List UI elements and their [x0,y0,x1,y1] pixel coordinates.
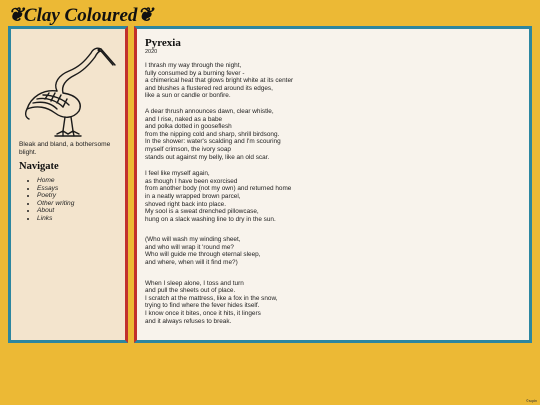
stanza [145,280,521,326]
poem-line: and where, when will it find me?) [145,259,238,267]
poem-line: I feel like myself again, [145,170,210,178]
heron-illustration [19,39,119,139]
stanza [145,108,521,161]
poem-line: a chimerical heat that glows bright white at its center [145,77,294,85]
poem-line: shoved right back into place. [145,200,226,208]
nav-item-essays[interactable] [37,185,74,193]
stanza [145,170,521,223]
poem-line: and pull the sheets out of place. [145,287,236,295]
tagline: Bleak and bland, a bothersome blight. [19,141,111,156]
poem-title: Pyrexia [145,37,181,49]
main-content [134,26,532,343]
nav-link-poetry[interactable]: Poetry [37,192,57,200]
poem-line: trying to find where the fever hides itself. [145,302,260,310]
poem-line: like a sun or candle or bonfire. [145,92,231,100]
site-title: ❦Clay Coloured❦ [8,5,154,26]
nav-item-poetry[interactable] [37,192,74,200]
nav-heading: Navigate [19,161,59,172]
stanza [145,62,521,100]
poem-line: Who will guide me through eternal sleep, [145,251,261,259]
poem-line: from another body (not my own) and returned home [145,185,292,193]
poem-line: In the shower: water's scalding and I'm scouring [145,138,281,146]
nav-link-other-writing[interactable]: Other writing [37,199,75,207]
poem-line: from the nipping cold and sharp, shrill birdsong. [145,130,280,138]
poem-line: and I rise, naked as a babe [145,115,223,123]
poem-line: stands out against my belly, like an old scar. [145,153,270,161]
poem-line: My sool is a sweat drenched pillowcase, [145,208,259,216]
poem-line: and who will wrap it 'round me? [145,243,234,251]
sidebar [8,26,128,343]
poem-line: and polka dotted in gooseflesh [145,123,232,131]
nav-item-links[interactable] [37,215,74,223]
nav-link-links[interactable]: Links [37,214,53,222]
nav-link-home[interactable]: Home [37,177,55,184]
poem-body [145,62,521,325]
footer-credit: ©sqdn [525,399,537,403]
stanza [145,236,521,266]
poem-line: myself crimson, the ivory soap [145,145,231,153]
poem-line: A dear thrush announces dawn, clear whistle, [145,107,274,115]
poem-line: hung on a slack washing line to dry in the sun. [145,215,276,223]
nav-item-other-writing[interactable] [37,200,74,208]
poem-year: 2020 [145,49,158,55]
nav-item-home[interactable] [37,177,74,185]
poem-line: I know once it bites, once it hits, it lingers [145,310,261,318]
poem-line: as though I have been exorcised [145,177,238,185]
nav-item-about[interactable] [37,207,74,215]
nav-list [27,177,74,223]
poem-line: (Who will wash my winding sheet, [145,236,241,244]
poem-line: in a neatly wrapped brown parcel, [145,192,241,200]
poem-line: When I sleep alone, I toss and turn [145,279,244,287]
nav-link-about[interactable]: About [37,207,55,215]
poem-line: fully consumed by a burning fever - [145,69,245,77]
poem-line: I scratch at the mattress, like a fox in the snow, [145,294,278,302]
poem-line: and blushes a flustered red around its edges, [145,84,273,92]
nav-link-essays[interactable]: Essays [37,184,59,192]
poem-line: and it always refuses to break. [145,317,232,325]
poem-line: I thrash my way through the night, [145,62,242,69]
